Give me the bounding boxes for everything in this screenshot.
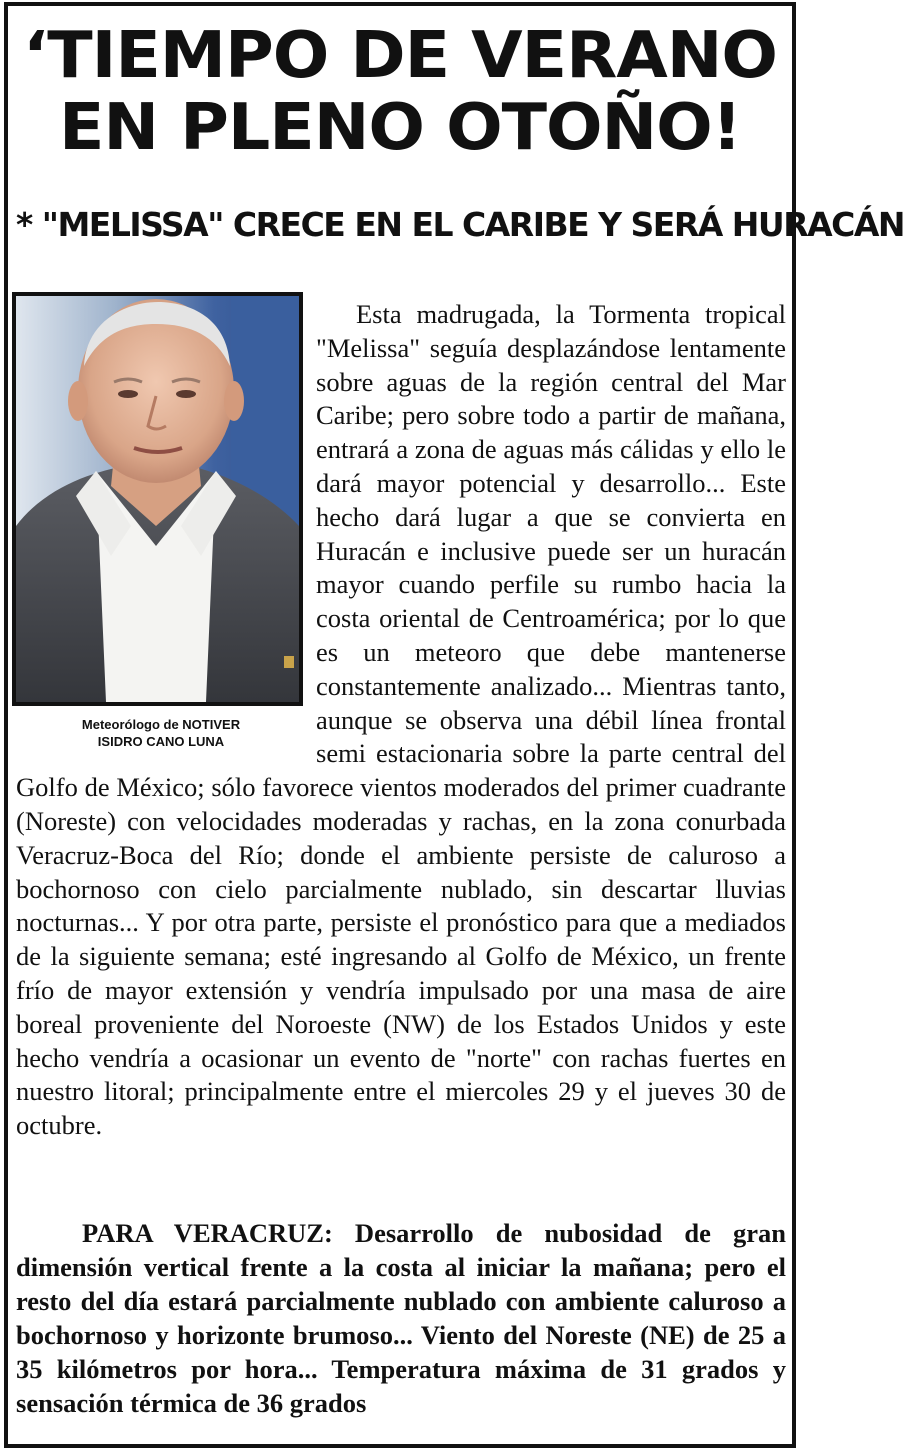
article-paragraph: Esta madrugada, la Tormenta tropical "Melissa" seguía desplazándose lentamente sobre aguas de la región central del Mar Caribe; pero sobre todo a partir de mañana, entrará a zona de aguas más cálidas y ello le dará mayor potencial y desarrollo... Este hecho dará lugar a que se convierta en Huracán e inclusive puede ser un huracán mayor cuando perfile su rumbo hacia la costa oriental de Centroamérica; por lo que es un meteoro que debe mantenerse constantemente analizado... Mientras tanto, aunque se observa una débil línea frontal semi estacionaria sobre la parte central del Golfo de México; sólo favorece vientos moderados del primer cuadrante (Noreste) con velocidades moderadas y rachas, en la zona conurbada Veracruz-Boca del Río; donde el ambiente persiste de caluroso a bochornoso con cielo parcialmente nublado, sin descartar lluvias nocturnas... Y por otra parte, persiste el pronóstico para que a mediados de la siguiente semana; esté ingresando al Golfo de México, un frente frío de mayor extensión y vendría impulsado por una masa de aire boreal proveniente del Noroeste (NW) de los Estados Unidos y este hecho vendría a ocasionar un evento de "norte" con rachas fuertes en nuestro litoral; principalmente entre el miercoles 29 y el jueves 30 de octubre. xyxy=(16,299,786,1141)
article-frame xyxy=(4,2,904,1448)
subheadline: * "MELISSA" CRECE EN EL CARIBE Y SERÁ HURACÁN xyxy=(16,205,904,244)
photo-wrap-space xyxy=(16,298,316,750)
headline-line-1: ‘TIEMPO DE VERANO xyxy=(23,19,777,93)
headline xyxy=(0,20,808,164)
forecast-section xyxy=(16,1216,786,1420)
caption-line-1: Meteorólogo de NOTIVER xyxy=(81,717,241,732)
article-body xyxy=(16,298,786,1143)
forecast-paragraph: PARA VERACRUZ: Desarrollo de nubosidad de gran dimensión vertical frente a la costa al iniciar la mañana; pero el resto del día estará parcialmente nublado con ambiente caluroso a bochornoso y horizonte brumoso... Viento del Noreste (NE) de 25 a 35 kilómetros por hora... Temperatura máxima de 31 grados y sensación térmica de 36 grados xyxy=(16,1218,786,1418)
caption-line-2: ISIDRO CANO LUNA xyxy=(97,734,225,749)
headline-line-2: EN PLENO OTOÑO! xyxy=(58,91,742,165)
